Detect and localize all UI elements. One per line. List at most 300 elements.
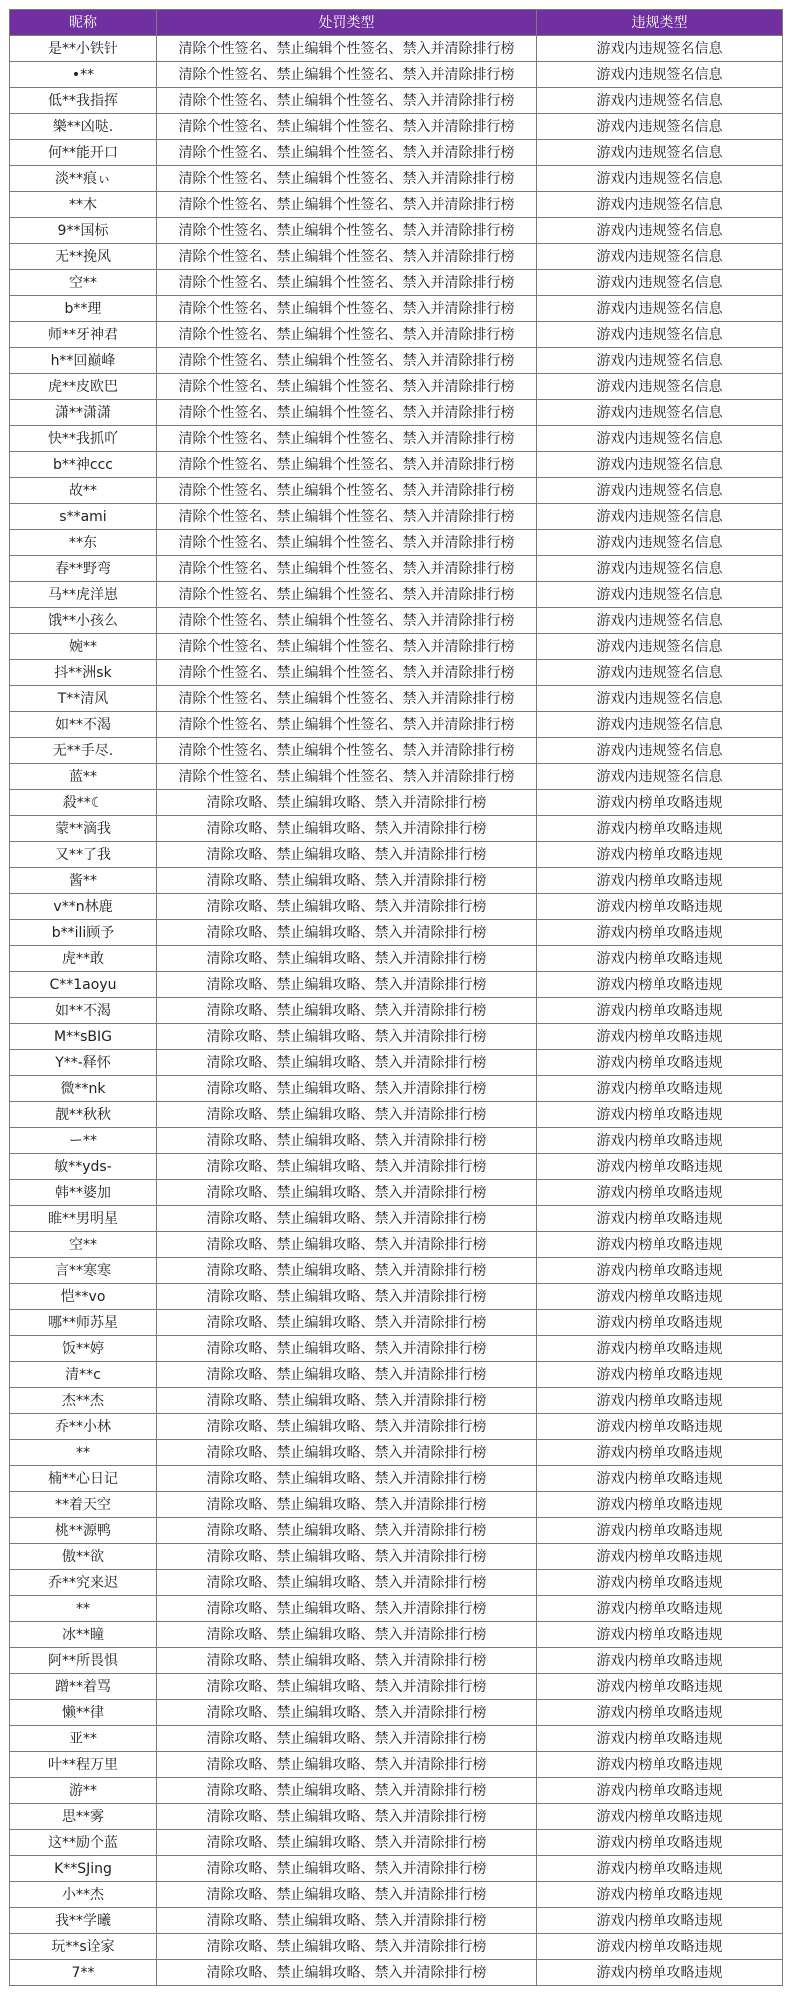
table-row bbox=[10, 1076, 783, 1102]
table-row bbox=[10, 1622, 783, 1648]
cell-nickname: 楠**心日记 bbox=[10, 1466, 157, 1492]
cell-penalty-type: 清除个性签名、禁止编辑个性签名、禁入并清除排行榜 bbox=[157, 296, 537, 322]
cell-penalty-type: 清除个性签名、禁止编辑个性签名、禁入并清除排行榜 bbox=[157, 764, 537, 790]
table-row bbox=[10, 1154, 783, 1180]
cell-penalty-type: 清除个性签名、禁止编辑个性签名、禁入并清除排行榜 bbox=[157, 478, 537, 504]
cell-violation-type: 游戏内违规签名信息 bbox=[537, 582, 783, 608]
cell-violation-type: 游戏内违规签名信息 bbox=[537, 166, 783, 192]
table-row bbox=[10, 738, 783, 764]
cell-penalty-type: 清除攻略、禁止编辑攻略、禁入并清除排行榜 bbox=[157, 1518, 537, 1544]
cell-nickname: 乔**小林 bbox=[10, 1414, 157, 1440]
table-row bbox=[10, 114, 783, 140]
cell-nickname: 无**挽风 bbox=[10, 244, 157, 270]
cell-nickname: 蓝** bbox=[10, 764, 157, 790]
cell-penalty-type: 清除个性签名、禁止编辑个性签名、禁入并清除排行榜 bbox=[157, 192, 537, 218]
cell-penalty-type: 清除攻略、禁止编辑攻略、禁入并清除排行榜 bbox=[157, 972, 537, 998]
table-row bbox=[10, 660, 783, 686]
table-row bbox=[10, 1596, 783, 1622]
cell-nickname: K**SJing bbox=[10, 1856, 157, 1882]
cell-violation-type: 游戏内违规签名信息 bbox=[537, 114, 783, 140]
cell-nickname: 饿**小孩么 bbox=[10, 608, 157, 634]
cell-violation-type: 游戏内榜单攻略违规 bbox=[537, 1544, 783, 1570]
cell-penalty-type: 清除攻略、禁止编辑攻略、禁入并清除排行榜 bbox=[157, 1934, 537, 1960]
table-row bbox=[10, 894, 783, 920]
cell-penalty-type: 清除个性签名、禁止编辑个性签名、禁入并清除排行榜 bbox=[157, 608, 537, 634]
cell-penalty-type: 清除个性签名、禁止编辑个性签名、禁入并清除排行榜 bbox=[157, 738, 537, 764]
cell-nickname: Y**-释怀 bbox=[10, 1050, 157, 1076]
cell-nickname: T**清风 bbox=[10, 686, 157, 712]
cell-violation-type: 游戏内榜单攻略违规 bbox=[537, 1076, 783, 1102]
cell-penalty-type: 清除攻略、禁止编辑攻略、禁入并清除排行榜 bbox=[157, 1024, 537, 1050]
cell-violation-type: 游戏内违规签名信息 bbox=[537, 478, 783, 504]
cell-nickname: 又**了我 bbox=[10, 842, 157, 868]
cell-violation-type: 游戏内违规签名信息 bbox=[537, 88, 783, 114]
cell-nickname: 蹭**着骂 bbox=[10, 1674, 157, 1700]
cell-nickname: 虎**皮欧巴 bbox=[10, 374, 157, 400]
table-row bbox=[10, 374, 783, 400]
cell-violation-type: 游戏内违规签名信息 bbox=[537, 36, 783, 62]
cell-nickname: v**n林鹿 bbox=[10, 894, 157, 920]
cell-nickname: C**1aoyu bbox=[10, 972, 157, 998]
cell-nickname: 樂**凶哒. bbox=[10, 114, 157, 140]
table-row bbox=[10, 1570, 783, 1596]
cell-penalty-type: 清除攻略、禁止编辑攻略、禁入并清除排行榜 bbox=[157, 1076, 537, 1102]
cell-nickname: 思**雾 bbox=[10, 1804, 157, 1830]
cell-nickname: b**神ccc bbox=[10, 452, 157, 478]
table-row bbox=[10, 1856, 783, 1882]
table-row bbox=[10, 1752, 783, 1778]
cell-violation-type: 游戏内违规签名信息 bbox=[537, 140, 783, 166]
cell-violation-type: 游戏内违规签名信息 bbox=[537, 452, 783, 478]
cell-penalty-type: 清除攻略、禁止编辑攻略、禁入并清除排行榜 bbox=[157, 894, 537, 920]
cell-violation-type: 游戏内榜单攻略违规 bbox=[537, 1362, 783, 1388]
cell-nickname: 饭**婷 bbox=[10, 1336, 157, 1362]
cell-nickname: 韩**婆加 bbox=[10, 1180, 157, 1206]
cell-penalty-type: 清除个性签名、禁止编辑个性签名、禁入并清除排行榜 bbox=[157, 452, 537, 478]
cell-penalty-type: 清除个性签名、禁止编辑个性签名、禁入并清除排行榜 bbox=[157, 270, 537, 296]
table-row bbox=[10, 504, 783, 530]
table-row bbox=[10, 140, 783, 166]
cell-penalty-type: 清除攻略、禁止编辑攻略、禁入并清除排行榜 bbox=[157, 1310, 537, 1336]
table-row bbox=[10, 1206, 783, 1232]
cell-violation-type: 游戏内榜单攻略违规 bbox=[537, 1830, 783, 1856]
table-row bbox=[10, 166, 783, 192]
cell-penalty-type: 清除个性签名、禁止编辑个性签名、禁入并清除排行榜 bbox=[157, 140, 537, 166]
cell-nickname: 淡**痕ぃ bbox=[10, 166, 157, 192]
cell-nickname: 抖**洲sk bbox=[10, 660, 157, 686]
cell-penalty-type: 清除个性签名、禁止编辑个性签名、禁入并清除排行榜 bbox=[157, 426, 537, 452]
cell-penalty-type: 清除攻略、禁止编辑攻略、禁入并清除排行榜 bbox=[157, 1414, 537, 1440]
cell-penalty-type: 清除攻略、禁止编辑攻略、禁入并清除排行榜 bbox=[157, 1908, 537, 1934]
cell-penalty-type: 清除个性签名、禁止编辑个性签名、禁入并清除排行榜 bbox=[157, 530, 537, 556]
table-row bbox=[10, 1050, 783, 1076]
cell-penalty-type: 清除攻略、禁止编辑攻略、禁入并清除排行榜 bbox=[157, 1206, 537, 1232]
table-row bbox=[10, 1336, 783, 1362]
table-row bbox=[10, 348, 783, 374]
cell-nickname: 马**虎洋崽 bbox=[10, 582, 157, 608]
cell-nickname: 叶**程万里 bbox=[10, 1752, 157, 1778]
cell-nickname: 靓**秋秋 bbox=[10, 1102, 157, 1128]
cell-nickname: ** bbox=[10, 1440, 157, 1466]
cell-penalty-type: 清除攻略、禁止编辑攻略、禁入并清除排行榜 bbox=[157, 868, 537, 894]
cell-nickname: 如**不渴 bbox=[10, 712, 157, 738]
cell-violation-type: 游戏内榜单攻略违规 bbox=[537, 868, 783, 894]
table-row bbox=[10, 920, 783, 946]
cell-penalty-type: 清除攻略、禁止编辑攻略、禁入并清除排行榜 bbox=[157, 1102, 537, 1128]
cell-penalty-type: 清除个性签名、禁止编辑个性签名、禁入并清除排行榜 bbox=[157, 634, 537, 660]
cell-violation-type: 游戏内榜单攻略违规 bbox=[537, 1310, 783, 1336]
table-row bbox=[10, 1544, 783, 1570]
cell-nickname: 阿**所畏惧 bbox=[10, 1648, 157, 1674]
cell-penalty-type: 清除个性签名、禁止编辑个性签名、禁入并清除排行榜 bbox=[157, 348, 537, 374]
cell-penalty-type: 清除个性签名、禁止编辑个性签名、禁入并清除排行榜 bbox=[157, 712, 537, 738]
cell-penalty-type: 清除个性签名、禁止编辑个性签名、禁入并清除排行榜 bbox=[157, 400, 537, 426]
table-row bbox=[10, 426, 783, 452]
table-row bbox=[10, 1934, 783, 1960]
table-row bbox=[10, 1284, 783, 1310]
cell-violation-type: 游戏内违规签名信息 bbox=[537, 426, 783, 452]
cell-violation-type: 游戏内榜单攻略违规 bbox=[537, 1466, 783, 1492]
cell-penalty-type: 清除攻略、禁止编辑攻略、禁入并清除排行榜 bbox=[157, 946, 537, 972]
table-row bbox=[10, 686, 783, 712]
cell-nickname: 清**c bbox=[10, 1362, 157, 1388]
cell-penalty-type: 清除攻略、禁止编辑攻略、禁入并清除排行榜 bbox=[157, 1440, 537, 1466]
cell-violation-type: 游戏内违规签名信息 bbox=[537, 738, 783, 764]
cell-penalty-type: 清除攻略、禁止编辑攻略、禁入并清除排行榜 bbox=[157, 1856, 537, 1882]
cell-nickname: 无**手尽. bbox=[10, 738, 157, 764]
table-row bbox=[10, 1726, 783, 1752]
cell-nickname: 酱** bbox=[10, 868, 157, 894]
cell-penalty-type: 清除攻略、禁止编辑攻略、禁入并清除排行榜 bbox=[157, 1180, 537, 1206]
cell-nickname: 低**我指挥 bbox=[10, 88, 157, 114]
cell-nickname: ** bbox=[10, 1596, 157, 1622]
cell-nickname: 玩**s诠家 bbox=[10, 1934, 157, 1960]
cell-penalty-type: 清除攻略、禁止编辑攻略、禁入并清除排行榜 bbox=[157, 1752, 537, 1778]
table-row bbox=[10, 1180, 783, 1206]
cell-nickname: 虎**敢 bbox=[10, 946, 157, 972]
table-row bbox=[10, 1804, 783, 1830]
cell-nickname: 傲**欲 bbox=[10, 1544, 157, 1570]
cell-violation-type: 游戏内榜单攻略违规 bbox=[537, 998, 783, 1024]
cell-nickname: 是**小铁针 bbox=[10, 36, 157, 62]
header-penalty-type: 处罚类型 bbox=[157, 10, 537, 36]
cell-penalty-type: 清除个性签名、禁止编辑个性签名、禁入并清除排行榜 bbox=[157, 686, 537, 712]
cell-nickname: 哪**师苏星 bbox=[10, 1310, 157, 1336]
cell-violation-type: 游戏内榜单攻略违规 bbox=[537, 1232, 783, 1258]
cell-violation-type: 游戏内榜单攻略违规 bbox=[537, 972, 783, 998]
cell-violation-type: 游戏内榜单攻略违规 bbox=[537, 1206, 783, 1232]
cell-nickname: 我**学曦 bbox=[10, 1908, 157, 1934]
cell-violation-type: 游戏内榜单攻略违规 bbox=[537, 842, 783, 868]
table-row bbox=[10, 244, 783, 270]
cell-nickname: 潇**潇潇 bbox=[10, 400, 157, 426]
cell-violation-type: 游戏内违规签名信息 bbox=[537, 686, 783, 712]
cell-penalty-type: 清除个性签名、禁止编辑个性签名、禁入并清除排行榜 bbox=[157, 62, 537, 88]
table-row bbox=[10, 530, 783, 556]
cell-violation-type: 游戏内榜单攻略违规 bbox=[537, 1674, 783, 1700]
cell-violation-type: 游戏内违规签名信息 bbox=[537, 608, 783, 634]
cell-nickname: ー** bbox=[10, 1128, 157, 1154]
cell-nickname: 如**不渴 bbox=[10, 998, 157, 1024]
cell-violation-type: 游戏内违规签名信息 bbox=[537, 296, 783, 322]
cell-violation-type: 游戏内榜单攻略违规 bbox=[537, 1414, 783, 1440]
cell-penalty-type: 清除个性签名、禁止编辑个性签名、禁入并清除排行榜 bbox=[157, 218, 537, 244]
cell-penalty-type: 清除攻略、禁止编辑攻略、禁入并清除排行榜 bbox=[157, 1648, 537, 1674]
table-row bbox=[10, 972, 783, 998]
cell-violation-type: 游戏内榜单攻略违规 bbox=[537, 1570, 783, 1596]
cell-penalty-type: 清除攻略、禁止编辑攻略、禁入并清除排行榜 bbox=[157, 1362, 537, 1388]
cell-nickname: 这**励个蓝 bbox=[10, 1830, 157, 1856]
cell-violation-type: 游戏内榜单攻略违规 bbox=[537, 1128, 783, 1154]
cell-nickname: 何**能开口 bbox=[10, 140, 157, 166]
header-violation-type: 违规类型 bbox=[537, 10, 783, 36]
cell-violation-type: 游戏内榜单攻略违规 bbox=[537, 1440, 783, 1466]
cell-nickname: 7** bbox=[10, 1960, 157, 1986]
table-row bbox=[10, 842, 783, 868]
table-row bbox=[10, 36, 783, 62]
table-row bbox=[10, 1700, 783, 1726]
table-row bbox=[10, 1960, 783, 1986]
cell-nickname: •** bbox=[10, 62, 157, 88]
cell-penalty-type: 清除攻略、禁止编辑攻略、禁入并清除排行榜 bbox=[157, 1050, 537, 1076]
cell-penalty-type: 清除个性签名、禁止编辑个性签名、禁入并清除排行榜 bbox=[157, 504, 537, 530]
cell-violation-type: 游戏内违规签名信息 bbox=[537, 634, 783, 660]
cell-penalty-type: 清除攻略、禁止编辑攻略、禁入并清除排行榜 bbox=[157, 920, 537, 946]
cell-nickname: 空** bbox=[10, 270, 157, 296]
table-row bbox=[10, 712, 783, 738]
table-row bbox=[10, 1648, 783, 1674]
table-row bbox=[10, 1414, 783, 1440]
cell-penalty-type: 清除攻略、禁止编辑攻略、禁入并清除排行榜 bbox=[157, 1336, 537, 1362]
table-row bbox=[10, 296, 783, 322]
cell-nickname: 懒**律 bbox=[10, 1700, 157, 1726]
cell-nickname: 敏**yds- bbox=[10, 1154, 157, 1180]
table-row bbox=[10, 1908, 783, 1934]
table-row bbox=[10, 790, 783, 816]
cell-nickname: 蒙**滴我 bbox=[10, 816, 157, 842]
cell-violation-type: 游戏内榜单攻略违规 bbox=[537, 790, 783, 816]
cell-penalty-type: 清除个性签名、禁止编辑个性签名、禁入并清除排行榜 bbox=[157, 660, 537, 686]
header-row bbox=[10, 10, 783, 36]
cell-violation-type: 游戏内榜单攻略违规 bbox=[537, 1908, 783, 1934]
cell-penalty-type: 清除个性签名、禁止编辑个性签名、禁入并清除排行榜 bbox=[157, 582, 537, 608]
cell-nickname: 微**nk bbox=[10, 1076, 157, 1102]
cell-nickname: **木 bbox=[10, 192, 157, 218]
cell-violation-type: 游戏内榜单攻略违规 bbox=[537, 946, 783, 972]
table-row bbox=[10, 1518, 783, 1544]
table-row bbox=[10, 1024, 783, 1050]
cell-nickname: 婉** bbox=[10, 634, 157, 660]
cell-penalty-type: 清除攻略、禁止编辑攻略、禁入并清除排行榜 bbox=[157, 1232, 537, 1258]
cell-nickname: 乔**究来迟 bbox=[10, 1570, 157, 1596]
cell-penalty-type: 清除个性签名、禁止编辑个性签名、禁入并清除排行榜 bbox=[157, 374, 537, 400]
cell-violation-type: 游戏内榜单攻略违规 bbox=[537, 1856, 783, 1882]
cell-penalty-type: 清除攻略、禁止编辑攻略、禁入并清除排行榜 bbox=[157, 1466, 537, 1492]
cell-violation-type: 游戏内榜单攻略违规 bbox=[537, 1648, 783, 1674]
cell-violation-type: 游戏内榜单攻略违规 bbox=[537, 816, 783, 842]
cell-violation-type: 游戏内榜单攻略违规 bbox=[537, 1726, 783, 1752]
table-row bbox=[10, 270, 783, 296]
cell-penalty-type: 清除攻略、禁止编辑攻略、禁入并清除排行榜 bbox=[157, 1258, 537, 1284]
header-nickname: 昵称 bbox=[10, 10, 157, 36]
cell-violation-type: 游戏内榜单攻略违规 bbox=[537, 1596, 783, 1622]
cell-violation-type: 游戏内榜单攻略违规 bbox=[537, 1102, 783, 1128]
cell-penalty-type: 清除攻略、禁止编辑攻略、禁入并清除排行榜 bbox=[157, 842, 537, 868]
cell-penalty-type: 清除攻略、禁止编辑攻略、禁入并清除排行榜 bbox=[157, 998, 537, 1024]
cell-violation-type: 游戏内榜单攻略违规 bbox=[537, 1960, 783, 1986]
table-row bbox=[10, 998, 783, 1024]
cell-violation-type: 游戏内榜单攻略违规 bbox=[537, 1180, 783, 1206]
cell-penalty-type: 清除个性签名、禁止编辑个性签名、禁入并清除排行榜 bbox=[157, 114, 537, 140]
cell-penalty-type: 清除攻略、禁止编辑攻略、禁入并清除排行榜 bbox=[157, 1804, 537, 1830]
cell-penalty-type: 清除攻略、禁止编辑攻略、禁入并清除排行榜 bbox=[157, 1778, 537, 1804]
table-row bbox=[10, 556, 783, 582]
table-row bbox=[10, 634, 783, 660]
cell-violation-type: 游戏内违规签名信息 bbox=[537, 62, 783, 88]
cell-violation-type: 游戏内违规签名信息 bbox=[537, 374, 783, 400]
cell-violation-type: 游戏内榜单攻略违规 bbox=[537, 1934, 783, 1960]
table-row bbox=[10, 1362, 783, 1388]
cell-violation-type: 游戏内违规签名信息 bbox=[537, 218, 783, 244]
cell-penalty-type: 清除攻略、禁止编辑攻略、禁入并清除排行榜 bbox=[157, 1154, 537, 1180]
cell-penalty-type: 清除攻略、禁止编辑攻略、禁入并清除排行榜 bbox=[157, 1726, 537, 1752]
cell-nickname: h**回巅峰 bbox=[10, 348, 157, 374]
cell-nickname: 游** bbox=[10, 1778, 157, 1804]
table-row bbox=[10, 1128, 783, 1154]
cell-nickname: 故** bbox=[10, 478, 157, 504]
cell-penalty-type: 清除攻略、禁止编辑攻略、禁入并清除排行榜 bbox=[157, 1700, 537, 1726]
table-row bbox=[10, 868, 783, 894]
table-row bbox=[10, 946, 783, 972]
cell-nickname: 快**我抓吖 bbox=[10, 426, 157, 452]
cell-violation-type: 游戏内违规签名信息 bbox=[537, 400, 783, 426]
table-row bbox=[10, 608, 783, 634]
cell-penalty-type: 清除个性签名、禁止编辑个性签名、禁入并清除排行榜 bbox=[157, 556, 537, 582]
cell-violation-type: 游戏内榜单攻略违规 bbox=[537, 1752, 783, 1778]
cell-nickname: b**理 bbox=[10, 296, 157, 322]
table-row bbox=[10, 400, 783, 426]
cell-penalty-type: 清除攻略、禁止编辑攻略、禁入并清除排行榜 bbox=[157, 1596, 537, 1622]
table-row bbox=[10, 218, 783, 244]
cell-nickname: **东 bbox=[10, 530, 157, 556]
cell-penalty-type: 清除攻略、禁止编辑攻略、禁入并清除排行榜 bbox=[157, 1882, 537, 1908]
table-row bbox=[10, 764, 783, 790]
cell-nickname: s**ami bbox=[10, 504, 157, 530]
cell-nickname: 殺**☾ bbox=[10, 790, 157, 816]
cell-violation-type: 游戏内违规签名信息 bbox=[537, 712, 783, 738]
cell-penalty-type: 清除攻略、禁止编辑攻略、禁入并清除排行榜 bbox=[157, 1830, 537, 1856]
cell-nickname: **着天空 bbox=[10, 1492, 157, 1518]
table-row bbox=[10, 1440, 783, 1466]
table-row bbox=[10, 1830, 783, 1856]
cell-nickname: 春**野弯 bbox=[10, 556, 157, 582]
cell-violation-type: 游戏内违规签名信息 bbox=[537, 530, 783, 556]
cell-penalty-type: 清除攻略、禁止编辑攻略、禁入并清除排行榜 bbox=[157, 1960, 537, 1986]
table-row bbox=[10, 192, 783, 218]
cell-penalty-type: 清除攻略、禁止编辑攻略、禁入并清除排行榜 bbox=[157, 1128, 537, 1154]
table-row bbox=[10, 1466, 783, 1492]
cell-nickname: 杰**杰 bbox=[10, 1388, 157, 1414]
cell-penalty-type: 清除个性签名、禁止编辑个性签名、禁入并清除排行榜 bbox=[157, 88, 537, 114]
cell-violation-type: 游戏内榜单攻略违规 bbox=[537, 1778, 783, 1804]
cell-nickname: 9**国标 bbox=[10, 218, 157, 244]
cell-violation-type: 游戏内违规签名信息 bbox=[537, 504, 783, 530]
cell-violation-type: 游戏内榜单攻略违规 bbox=[537, 1700, 783, 1726]
cell-nickname: 师**牙神君 bbox=[10, 322, 157, 348]
cell-penalty-type: 清除攻略、禁止编辑攻略、禁入并清除排行榜 bbox=[157, 790, 537, 816]
cell-nickname: b**ili顾予 bbox=[10, 920, 157, 946]
cell-penalty-type: 清除攻略、禁止编辑攻略、禁入并清除排行榜 bbox=[157, 1570, 537, 1596]
penalty-table bbox=[9, 9, 783, 1986]
table-row bbox=[10, 1102, 783, 1128]
table-row bbox=[10, 1674, 783, 1700]
table-row bbox=[10, 322, 783, 348]
cell-penalty-type: 清除攻略、禁止编辑攻略、禁入并清除排行榜 bbox=[157, 1284, 537, 1310]
cell-violation-type: 游戏内榜单攻略违规 bbox=[537, 894, 783, 920]
cell-penalty-type: 清除个性签名、禁止编辑个性签名、禁入并清除排行榜 bbox=[157, 322, 537, 348]
cell-nickname: M**sBIG bbox=[10, 1024, 157, 1050]
cell-penalty-type: 清除个性签名、禁止编辑个性签名、禁入并清除排行榜 bbox=[157, 166, 537, 192]
cell-violation-type: 游戏内榜单攻略违规 bbox=[537, 1492, 783, 1518]
table-row bbox=[10, 1778, 783, 1804]
table-row bbox=[10, 478, 783, 504]
cell-penalty-type: 清除攻略、禁止编辑攻略、禁入并清除排行榜 bbox=[157, 1388, 537, 1414]
cell-nickname: 言**寒寒 bbox=[10, 1258, 157, 1284]
cell-penalty-type: 清除攻略、禁止编辑攻略、禁入并清除排行榜 bbox=[157, 1544, 537, 1570]
cell-nickname: 冰**瞳 bbox=[10, 1622, 157, 1648]
cell-nickname: 小**杰 bbox=[10, 1882, 157, 1908]
cell-penalty-type: 清除攻略、禁止编辑攻略、禁入并清除排行榜 bbox=[157, 1622, 537, 1648]
cell-violation-type: 游戏内榜单攻略违规 bbox=[537, 1622, 783, 1648]
cell-violation-type: 游戏内榜单攻略违规 bbox=[537, 1154, 783, 1180]
cell-violation-type: 游戏内榜单攻略违规 bbox=[537, 1284, 783, 1310]
table-row bbox=[10, 62, 783, 88]
table-body bbox=[10, 36, 783, 1986]
table-row bbox=[10, 1492, 783, 1518]
cell-penalty-type: 清除个性签名、禁止编辑个性签名、禁入并清除排行榜 bbox=[157, 244, 537, 270]
cell-violation-type: 游戏内违规签名信息 bbox=[537, 764, 783, 790]
table-row bbox=[10, 1258, 783, 1284]
cell-nickname: 恺**vo bbox=[10, 1284, 157, 1310]
cell-violation-type: 游戏内榜单攻略违规 bbox=[537, 1050, 783, 1076]
cell-violation-type: 游戏内违规签名信息 bbox=[537, 192, 783, 218]
cell-violation-type: 游戏内违规签名信息 bbox=[537, 660, 783, 686]
cell-nickname: 亚** bbox=[10, 1726, 157, 1752]
table-row bbox=[10, 582, 783, 608]
cell-violation-type: 游戏内违规签名信息 bbox=[537, 348, 783, 374]
table-row bbox=[10, 1388, 783, 1414]
table-row bbox=[10, 452, 783, 478]
cell-violation-type: 游戏内违规签名信息 bbox=[537, 322, 783, 348]
cell-violation-type: 游戏内榜单攻略违规 bbox=[537, 1388, 783, 1414]
cell-penalty-type: 清除攻略、禁止编辑攻略、禁入并清除排行榜 bbox=[157, 1492, 537, 1518]
cell-violation-type: 游戏内违规签名信息 bbox=[537, 244, 783, 270]
table-row bbox=[10, 816, 783, 842]
table-row bbox=[10, 1882, 783, 1908]
cell-penalty-type: 清除个性签名、禁止编辑个性签名、禁入并清除排行榜 bbox=[157, 36, 537, 62]
cell-violation-type: 游戏内榜单攻略违规 bbox=[537, 1518, 783, 1544]
table-row bbox=[10, 1310, 783, 1336]
cell-violation-type: 游戏内榜单攻略违规 bbox=[537, 1882, 783, 1908]
cell-violation-type: 游戏内榜单攻略违规 bbox=[537, 1024, 783, 1050]
cell-violation-type: 游戏内违规签名信息 bbox=[537, 556, 783, 582]
cell-nickname: 桃**源鸭 bbox=[10, 1518, 157, 1544]
cell-nickname: 睢**男明星 bbox=[10, 1206, 157, 1232]
cell-penalty-type: 清除攻略、禁止编辑攻略、禁入并清除排行榜 bbox=[157, 1674, 537, 1700]
cell-violation-type: 游戏内榜单攻略违规 bbox=[537, 1804, 783, 1830]
cell-violation-type: 游戏内榜单攻略违规 bbox=[537, 1336, 783, 1362]
table-row bbox=[10, 1232, 783, 1258]
